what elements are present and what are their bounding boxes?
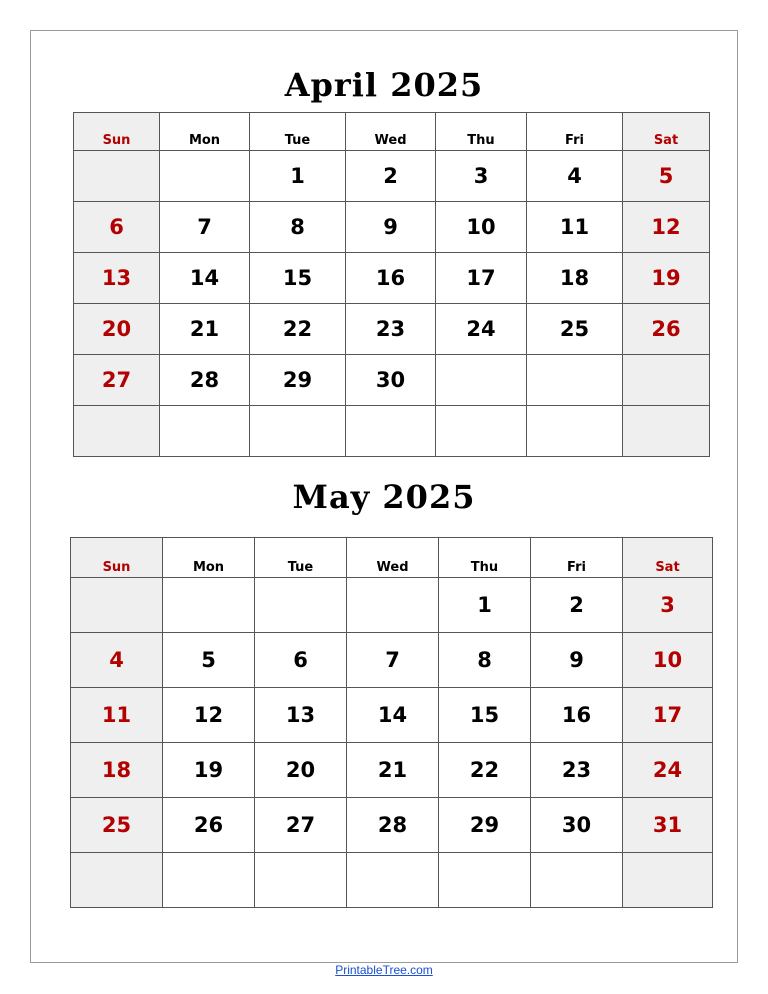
day-cell: 17: [623, 688, 713, 743]
weekday-header-row: [71, 538, 713, 578]
week-row: [74, 355, 710, 406]
day-cell: 11: [71, 688, 163, 743]
day-cell: 4: [71, 633, 163, 688]
day-cell: 9: [346, 202, 436, 253]
day-cell: 7: [160, 202, 250, 253]
day-cell: 14: [347, 688, 439, 743]
day-cell: [163, 578, 255, 633]
day-cell: 25: [71, 798, 163, 853]
day-cell: 17: [436, 253, 527, 304]
day-cell: [160, 151, 250, 202]
day-cell: 20: [74, 304, 160, 355]
day-cell: [347, 578, 439, 633]
weekday-header: Thu: [436, 113, 527, 151]
day-cell: 6: [255, 633, 347, 688]
day-cell: 22: [439, 743, 531, 798]
weekday-header: Sun: [74, 113, 160, 151]
day-cell: 22: [250, 304, 346, 355]
day-cell: 16: [531, 688, 623, 743]
calendar-grid-may: [70, 537, 713, 908]
weekday-header: Tue: [250, 113, 346, 151]
day-cell: 16: [346, 253, 436, 304]
week-row: [74, 151, 710, 202]
day-cell: 28: [160, 355, 250, 406]
calendar-grid-april: [73, 112, 710, 457]
week-row: [71, 853, 713, 908]
day-cell: [623, 355, 710, 406]
day-cell: [623, 406, 710, 457]
day-cell: 12: [623, 202, 710, 253]
day-cell: 11: [527, 202, 623, 253]
day-cell: 5: [623, 151, 710, 202]
weekday-header: Mon: [160, 113, 250, 151]
calendar-title-april: April 2025: [284, 66, 484, 104]
day-cell: 3: [623, 578, 713, 633]
weekday-header: Fri: [531, 538, 623, 578]
week-row: [71, 798, 713, 853]
week-row: [71, 688, 713, 743]
day-cell: 2: [346, 151, 436, 202]
week-row: [71, 633, 713, 688]
day-cell: 23: [531, 743, 623, 798]
day-cell: 19: [163, 743, 255, 798]
day-cell: [347, 853, 439, 908]
weekday-header: Wed: [347, 538, 439, 578]
day-cell: 7: [347, 633, 439, 688]
day-cell: 23: [346, 304, 436, 355]
week-row: [74, 253, 710, 304]
weekday-header: Sat: [623, 538, 713, 578]
day-cell: 8: [250, 202, 346, 253]
week-row: [71, 743, 713, 798]
day-cell: 27: [74, 355, 160, 406]
day-cell: [160, 406, 250, 457]
day-cell: 26: [623, 304, 710, 355]
day-cell: 12: [163, 688, 255, 743]
day-cell: 10: [623, 633, 713, 688]
weekday-header: Tue: [255, 538, 347, 578]
day-cell: 24: [436, 304, 527, 355]
day-cell: 6: [74, 202, 160, 253]
day-cell: [527, 406, 623, 457]
footer-link[interactable]: PrintableTree.com: [335, 963, 433, 977]
day-cell: 24: [623, 743, 713, 798]
day-cell: [255, 853, 347, 908]
weekday-header-row: [74, 113, 710, 151]
day-cell: [71, 853, 163, 908]
day-cell: 30: [346, 355, 436, 406]
day-cell: 8: [439, 633, 531, 688]
week-row: [71, 578, 713, 633]
day-cell: 21: [160, 304, 250, 355]
weekday-header: Fri: [527, 113, 623, 151]
day-cell: 25: [527, 304, 623, 355]
day-cell: [255, 578, 347, 633]
day-cell: [74, 406, 160, 457]
day-cell: 18: [71, 743, 163, 798]
day-cell: 1: [250, 151, 346, 202]
day-cell: 4: [527, 151, 623, 202]
day-cell: 20: [255, 743, 347, 798]
day-cell: [250, 406, 346, 457]
day-cell: 13: [255, 688, 347, 743]
day-cell: 28: [347, 798, 439, 853]
day-cell: [71, 578, 163, 633]
calendar-title-may: May 2025: [292, 478, 476, 516]
day-cell: 30: [531, 798, 623, 853]
day-cell: 1: [439, 578, 531, 633]
day-cell: [436, 406, 527, 457]
day-cell: 3: [436, 151, 527, 202]
day-cell: [74, 151, 160, 202]
week-row: [74, 202, 710, 253]
day-cell: 2: [531, 578, 623, 633]
weekday-header: Wed: [346, 113, 436, 151]
day-cell: 29: [439, 798, 531, 853]
day-cell: [527, 355, 623, 406]
day-cell: 18: [527, 253, 623, 304]
day-cell: [436, 355, 527, 406]
day-cell: 15: [250, 253, 346, 304]
day-cell: [623, 853, 713, 908]
day-cell: 26: [163, 798, 255, 853]
day-cell: 15: [439, 688, 531, 743]
day-cell: [531, 853, 623, 908]
day-cell: [346, 406, 436, 457]
weekday-header: Sat: [623, 113, 710, 151]
weekday-header: Mon: [163, 538, 255, 578]
day-cell: 14: [160, 253, 250, 304]
day-cell: 31: [623, 798, 713, 853]
week-row: [74, 304, 710, 355]
day-cell: 13: [74, 253, 160, 304]
day-cell: 21: [347, 743, 439, 798]
day-cell: 27: [255, 798, 347, 853]
weekday-header: Sun: [71, 538, 163, 578]
week-row: [74, 406, 710, 457]
day-cell: 9: [531, 633, 623, 688]
day-cell: 19: [623, 253, 710, 304]
day-cell: [163, 853, 255, 908]
weekday-header: Thu: [439, 538, 531, 578]
day-cell: 29: [250, 355, 346, 406]
day-cell: [439, 853, 531, 908]
day-cell: 5: [163, 633, 255, 688]
day-cell: 10: [436, 202, 527, 253]
